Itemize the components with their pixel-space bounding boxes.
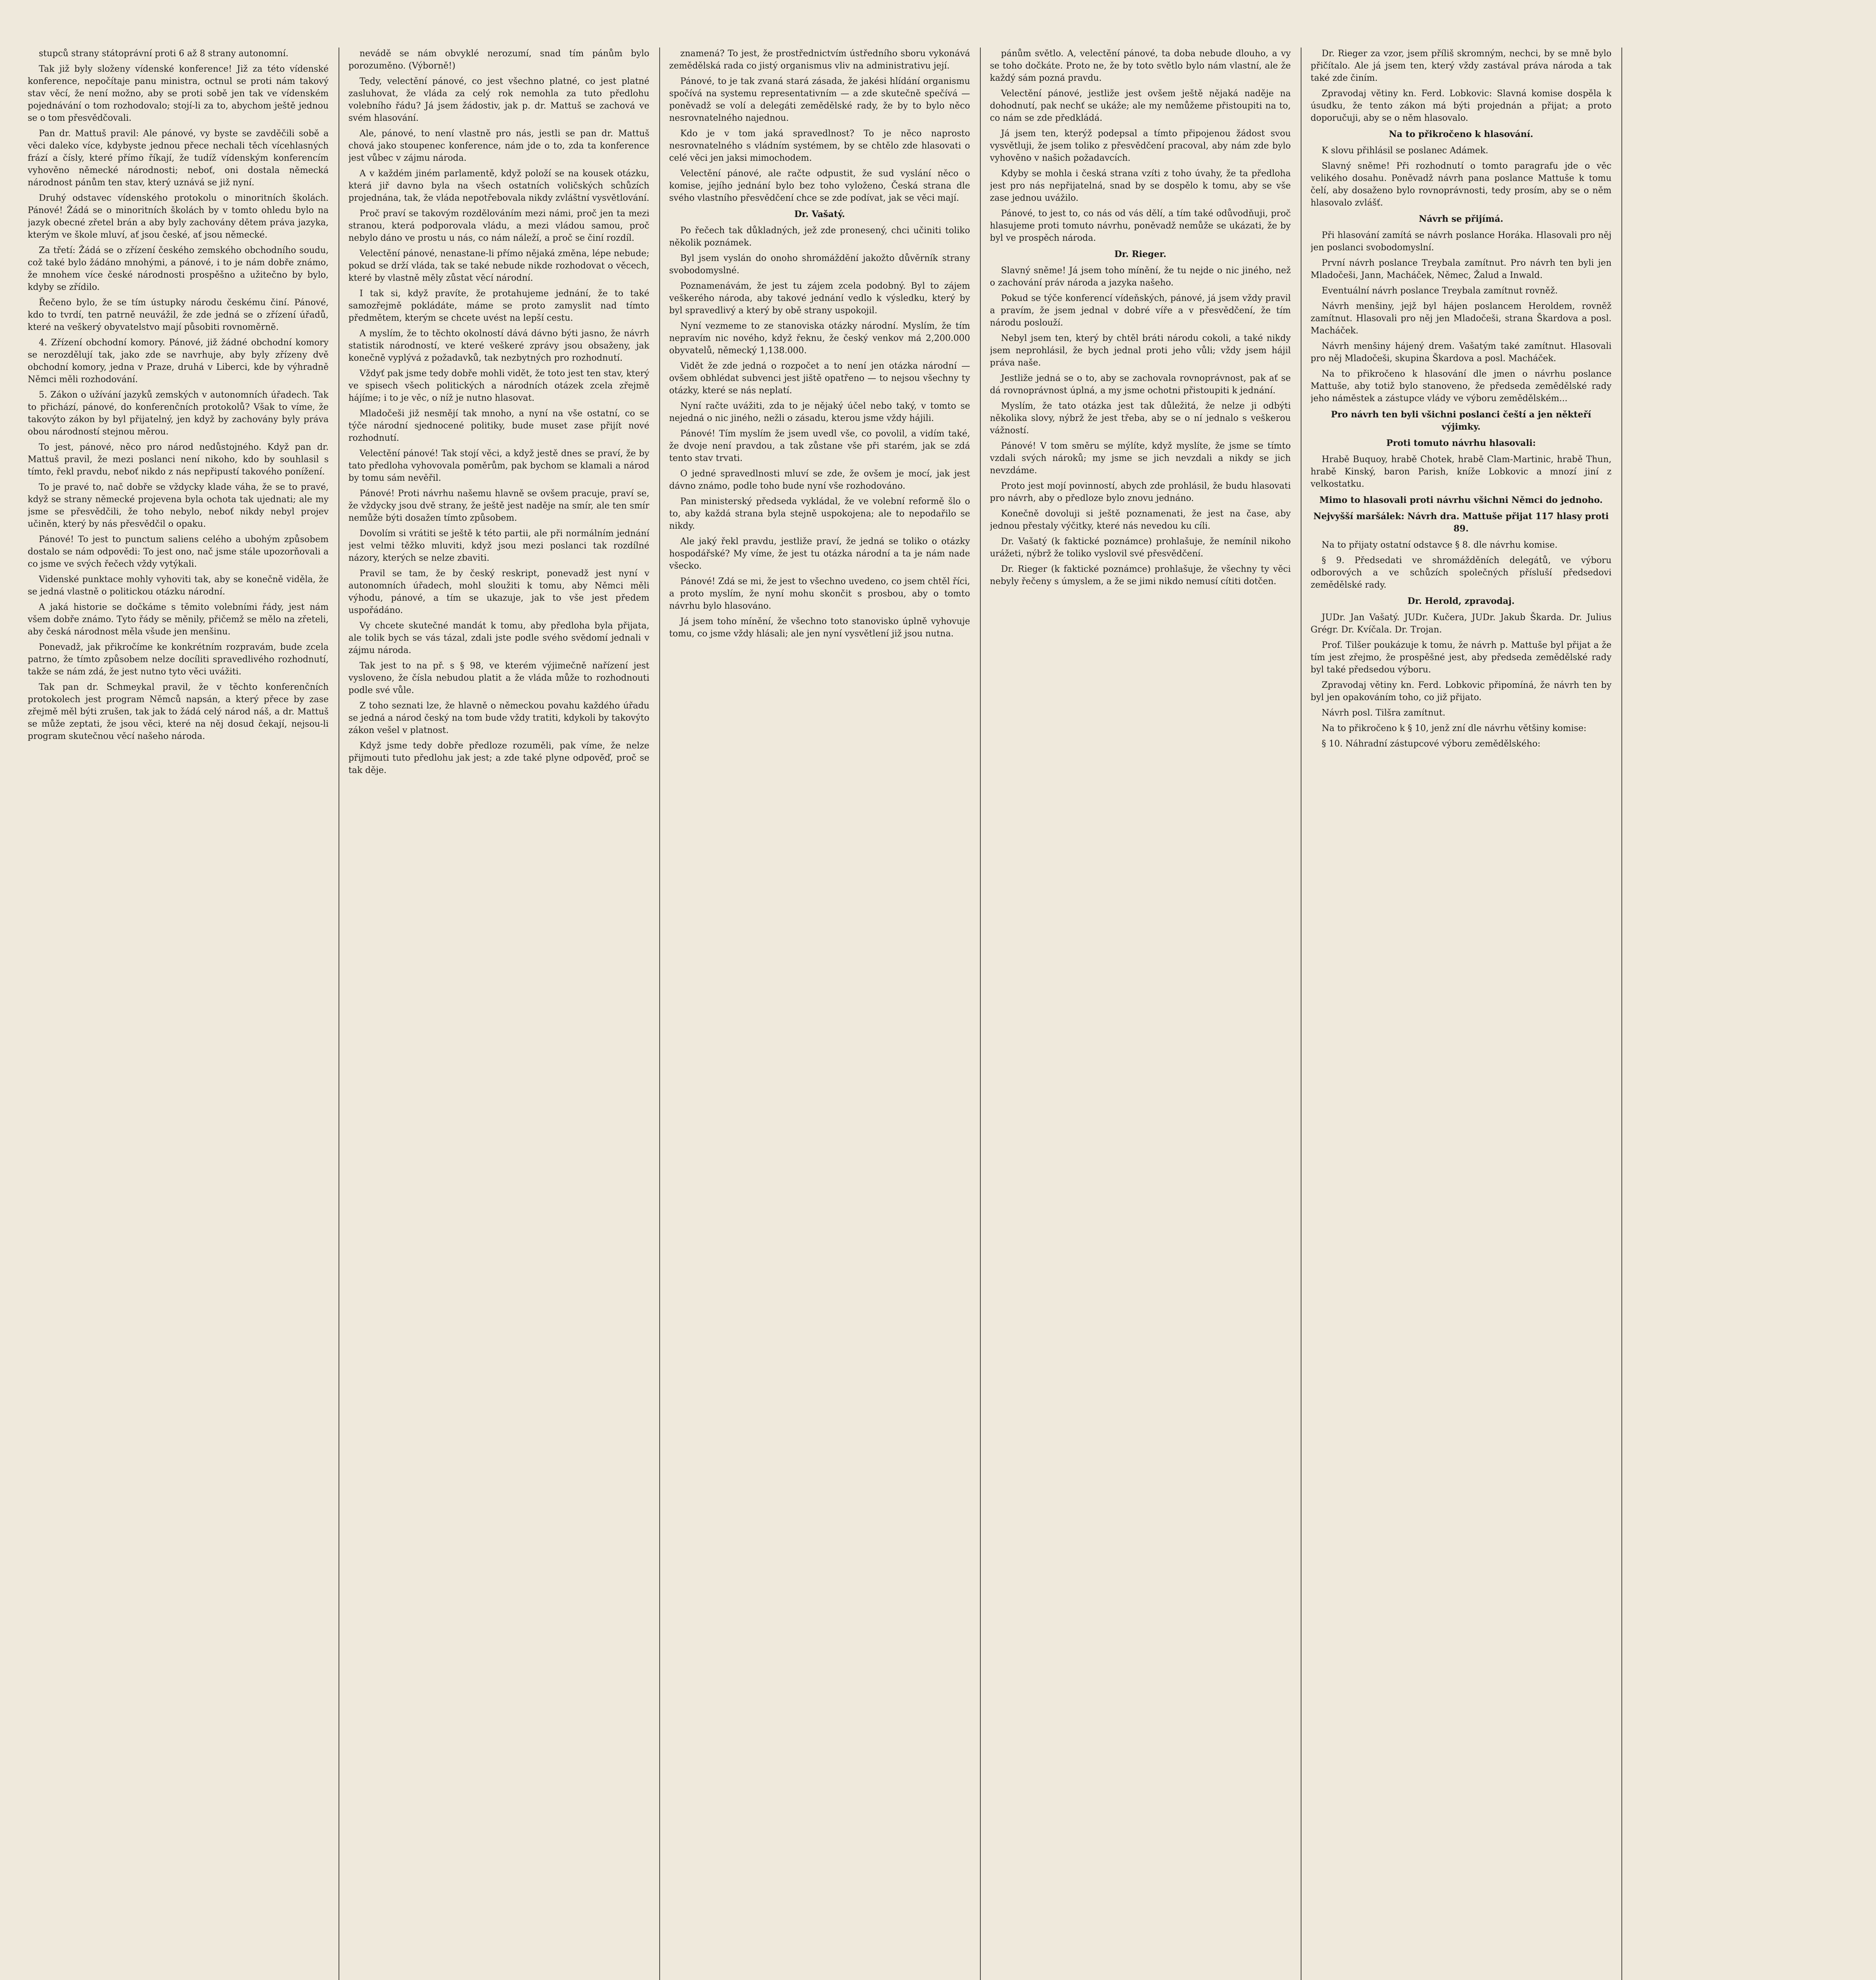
- column-1: [28, 48, 329, 1980]
- paragraph: § 9. Předsedati ve shromážděních delegátů, ve výboru odborových a ve schůzích společných přísluší předsedovi zemědělské rady.: [1311, 556, 1612, 590]
- paragraph: Velectění pánové, nenastane-li přímo nějaká změna, lépe nebude; pokud se drží vláda, tak se také nebude nikde rozhodovat o věcech, které by vlastně měly zůstat věcí národní.: [348, 249, 649, 283]
- paragraph: Řečeno bylo, že se tím ústupky národu českému činí. Pánové, kdo to tvrdí, ten patrně neuvážil, že zde jedná se o zřízení úřadů, které na veškerý obyvatelstvo mají působiti rovnoměrně.: [28, 298, 329, 332]
- paragraph: Dr. Rieger za vzor, jsem příliš skromným, nechci, by se mně bylo přičítalo. Ale já jsem ten, který vždy zastával práva národa a tak také zde činím.: [1311, 49, 1612, 83]
- paragraph: Slavný sněme! Při rozhodnutí o tomto paragrafu jde o věc velikého dosahu. Poněvadž návrh pana poslance Mattuše k tomu čelí, aby dosaženo bylo rovnoprávnosti, tedy prosím, aby se o něm hlasovalo zvlášť.: [1311, 161, 1612, 208]
- paragraph: Pan dr. Mattuš pravil: Ale pánové, vy byste se zavděčili sobě a věci daleko více, kdybyste jednou přece nechali těch vícehlasných frází a čísly, které přímo říkají, že tudíž vídenským konferencím vyhověno německé národnosti; neboť, oni dostala německá národnost pánům ten stav, který uznává se již nyní.: [28, 129, 329, 188]
- paragraph: Dr. Rieger (k faktické poznámce) prohlašuje, že všechny ty věci nebyly řečeny s úmyslem, a že se jimi nikdo nemusí cítiti dotčen.: [990, 564, 1291, 586]
- heading-line: Pro návrh ten byli všichni poslanci čeští a jen někteří výjimky.: [1331, 409, 1591, 432]
- paragraph: Slavný sněme! Já jsem toho mínění, že tu nejde o nic jiného, než o zachování práv národa a jazyka našeho.: [990, 266, 1291, 288]
- paragraph: 4. Zřízení obchodní komory. Pánové, již žádné obchodní komory se nerozdělují tak, jako zde se navrhuje, aby byly zřízeny dvě obchodní komory, jedna v Praze, druhá v Liberci, kde by výhradně Němci měli rozhodování.: [28, 338, 329, 385]
- paragraph: Pánové! V tom směru se mýlíte, když myslíte, že jsme se tímto vzdali svých nároků; my jsme se jich nevzdali a nikdy se jich nevzdáme.: [990, 441, 1291, 476]
- column-4: [990, 48, 1291, 1980]
- paragraph: Návrh posl. Tilšra zamítnut.: [1322, 708, 1446, 718]
- paragraph: Pánové! Tím myslím že jsem uvedl vše, co povolil, a vidím také, že dvoje není pravdou, a tak zůstane vše při starém, jak se zdá tento stav trvati.: [669, 429, 970, 463]
- paragraph: Pokud se týče konferencí vídeňských, pánové, já jsem vždy pravil a pravím, že jsem jednal v dobré víře a v přesvědčení, že tím národu poslouží.: [990, 293, 1291, 328]
- paragraph: K slovu přihlásil se poslanec Adámek.: [1322, 146, 1488, 156]
- paragraph: Když jsme tedy dobře předloze rozuměli, pak víme, že nelze přijmouti tuto předlohu jak jest; a zde také plyne odpověď, proč se tak děje.: [348, 741, 649, 775]
- heading-line: Proti tomuto návrhu hlasovali:: [1386, 438, 1536, 448]
- paragraph: Byl jsem vyslán do onoho shromáždění jakožto důvěrník strany svobodomyslné.: [669, 253, 970, 276]
- paragraph: Druhý odstavec vídenského protokolu o minoritních školách. Pánové! Žádá se o minoritních školách by v tomto ohledu bylo na jazyk obecné zřetel brán a aby byly zachovány dětem práva jazyka, kterým ve škole mluví, ať jsou české, ať jsou německé.: [28, 193, 329, 240]
- paragraph: Tak jest to na př. s § 98, ve kterém výjimečně nařízení jest vysloveno, že čísla nebudou platit a že vláda může to rozhodnouti podle své vůle.: [348, 661, 649, 695]
- paragraph: Tak pan dr. Schmeykal pravil, že v těchto konferenčních protokolech jest program Němců napsán, a který přece by zase zřejmě měl býti zrušen, tak jak to žádá celý národ náš, a dr. Mattuš se může zeptati, že jsou věci, které na něj dosud čekají, nejsou-li program skutečnou věcí našeho národa.: [28, 682, 329, 741]
- paragraph: Vidět že zde jedná o rozpočet a to není jen otázka národní — ovšem obhlédat subvenci jest jiště opatřeno — to nejsou všechny ty otázky, které se nás neplatí.: [669, 361, 970, 396]
- paragraph: Kdyby se mohla i česká strana vzíti z toho úvahy, že ta předloha jest pro nás nepřijatelná, snad by se dospělo k tomu, aby se vše zase jednou uvážilo.: [990, 169, 1291, 203]
- paragraph: Velectění pánové, jestliže jest ovšem ještě nějaká naděje na dohodnutí, pak nechť se ukáže; ale my nemůžeme přistoupiti na to, co nám se zde předkládá.: [990, 89, 1291, 123]
- paragraph: Pravil se tam, že by český reskript, ponevadž jest nyní v autonomních úřadech, mohl sloužiti k tomu, aby Němci měli výhodu, pánové, a tím se ukazuje, jak to vše jest předem uspořádáno.: [348, 569, 649, 615]
- paragraph: JUDr. Jan Vašatý. JUDr. Kučera, JUDr. Jakub Škarda. Dr. Julius Grégr. Dr. Kvíčala. Dr. Trojan.: [1311, 613, 1612, 635]
- paragraph: Eventuální návrh poslance Treybala zamítnut rovněž.: [1322, 286, 1558, 296]
- paragraph: Nyní vezmeme to ze stanoviska otázky národní. Myslím, že tím nepravím nic nového, když řeknu, že český venkov má 2,200.000 obyvatelů, německý 1,138.000.: [669, 321, 970, 356]
- column-6: [1631, 48, 1848, 1980]
- column-2: [348, 48, 649, 1980]
- paragraph: A myslím, že to těchto okolností dává dávno býti jasno, že návrh statistik národností, ve které veškeré zprávy jsou obsaženy, jak konečně vyplývá z požadavků, tak nezbytných pro rozhodnutí.: [348, 329, 649, 363]
- paragraph: § 10. Náhradní zástupcové výboru zemědělského:: [1322, 739, 1541, 749]
- column-rule: [980, 48, 981, 1980]
- column-rule: [659, 48, 660, 1980]
- heading-line: Dr. Herold, zpravodaj.: [1407, 596, 1515, 606]
- paragraph: Na to přijaty ostatní odstavce § 8. dle návrhu komise.: [1322, 540, 1558, 550]
- paragraph: Zpravodaj větiny kn. Ferd. Lobkovic připomíná, že návrh ten by byl jen opakováním toho, co již přijato.: [1311, 680, 1612, 703]
- paragraph: A v každém jiném parlamentě, když položí se na kousek otázku, která jiř davno byla na všech ostatních voličských schůzích projednána, tak, že vláda nepotřebovala nikdy zvláštní vysvětlování.: [348, 169, 649, 203]
- column-3: [669, 48, 970, 1980]
- paragraph: znamená? To jest, že prostřednictvím ústředního sboru vykonává zemědělská rada co jistý organismus vliv na administrativu její.: [669, 49, 970, 71]
- paragraph: I tak si, když pravíte, že protahujeme jednání, že to také samozřejmě pokládáte, máme se proto zamyslit nad tímto předmětem, kterým se chcete uvést na lepší cestu.: [348, 289, 649, 323]
- paragraph: První návrh poslance Treybala zamítnut. Pro návrh ten byli jen Mladočeši, Jann, Macháček, Němec, Žalud a Inwald.: [1311, 258, 1612, 280]
- paragraph: Hrabě Buquoy, hrabě Chotek, hrabě Clam-Martinic, hrabě Thun, hrabě Kinský, baron Parish, kníže Lobkovic a mnozí jiní z velkostatku.: [1311, 455, 1612, 489]
- paragraph: Kdo je v tom jaká spravedlnost? To je něco naprosto nesrovnatelného s vládním systémem, by se chtělo zde hlasovati o celé věci jen jaksi mimochodem.: [669, 129, 970, 163]
- paragraph: Vy chcete skutečné mandát k tomu, aby předloha byla přijata, ale tolik bych se vás tázal, zdali jste podle svého svědomí jednali v zájmu národa.: [348, 621, 649, 655]
- paragraph: Z toho seznati lze, že hlavně o německou povahu každého úřadu se jedná a národ český na tom bude vždy tratiti, kdykoli by takovýto zákon vešel v platnost.: [348, 701, 649, 735]
- paragraph: Zpravodaj větiny kn. Ferd. Lobkovic: Slavná komise dospěla k úsudku, že tento zákon má býti projednán a přijat; a proto doporučuji, aby se o něm hlasovalo.: [1311, 89, 1612, 123]
- paragraph: Velectění pánové, ale račte odpustit, že sud vyslání něco o komise, jejího jednání bylo bez toho vyloženo, Česká strana dle svého vlastního přesvědčení chce se zde podívat, jak se věci mají.: [669, 169, 970, 203]
- paragraph: 5. Zákon o užívání jazyků zemských v autonomních úřadech. Tak to přichází, pánové, do konferenčních protokolů? Však to víme, že takovýto zákon by byl přijatelný, jen když by zachovány byly práva obou národností stejnou měrou.: [28, 390, 329, 437]
- paragraph: Pánové, to jest to, co nás od vás dělí, a tím také odůvodňuji, proč hlasujeme proti tomuto návrhu, poněvadž nemůže se ukázati, že by byl ve prospěch národa.: [990, 209, 1291, 243]
- paragraph: Tedy, velectění pánové, co jest všechno platné, co jest platné zasluhovat, že vláda za celý rok nemohla za tuto předlohu volebního řádu? Já jsem žádostiv, jak p. dr. Mattuš se zachová ve svém hlasování.: [348, 76, 649, 123]
- paragraph: Nebyl jsem ten, který by chtěl bráti národu cokoli, a také nikdy jsem neprohlásil, že bych jednal proti jeho vůli; vždy jsem hájil práva naše.: [990, 333, 1291, 368]
- paragraph: Proč praví se takovým rozdělováním mezi námi, proč jen ta mezi stranou, která podporovala vládu, a mezi vládou samou, proč nebylo dáno ve prostu u nás, co nám náleží, a proč se činí rozdíl.: [348, 209, 649, 243]
- paragraph: Pánové, to je tak zvaná stará zásada, že jakési hlídání organismu spočívá na systemu representativním — a zde skutečně spečívá — poněvadž se volí a delegáti zemědělské rady, že by to bylo něco nesrovnatelného najednou.: [669, 76, 970, 123]
- paragraph: Po řečech tak důkladných, jež zde pronesený, chci učiniti toliko několik poznámek.: [669, 226, 970, 248]
- paragraph: Já jsem ten, kterýž podepsal a tímto připojenou žádost svou vysvětluji, že jsem toliko z přesvědčení pracoval, aby nám zde bylo vyhověno v našich požadavcích.: [990, 129, 1291, 163]
- paragraph: Vždyť pak jsme tedy dobře mohli vidět, že toto jest ten stav, který ve spisech všech politických a národních otázek zcela zřejmě hájíme; i to je věc, o níž je nutno hlasovat.: [348, 369, 649, 403]
- heading-line: Návrh se přijímá.: [1419, 214, 1503, 224]
- column-rule: [1621, 48, 1622, 1980]
- paragraph: Dovolím si vrátiti se ještě k této partii, ale při normálním jednání jest velmi těžko mluviti, když jsou mezi poslanci tak rozdílné názory, kterých se nelze zbaviti.: [348, 529, 649, 563]
- paragraph: To je pravé to, nač dobře se vždycky klade váha, že se to pravé, když se strany německé projevena byla ochota tak ujednati; ale my jsme se přesvědčili, že toho nebylo, neboť nikdy nebyl projev učiněn, který by nás přesvědčil o opaku.: [28, 482, 329, 529]
- heading-line: Dr. Vašatý.: [794, 209, 845, 219]
- paragraph: Pánové! To jest to punctum saliens celého a ubohým způsobem dostalo se nám odpovědi: To jest ono, nač jsme stále upozorňovali a co jsme ve svých řečech vždy vytýkali.: [28, 535, 329, 569]
- paragraph: Myslím, že tato otázka jest tak důležitá, že nelze ji odbýti několika slovy, nýbrž že jest třeba, aby se o ní jednalo s veškerou vážností.: [990, 401, 1291, 436]
- paragraph: Pánové! Zdá se mi, že jest to všechno uvedeno, co jsem chtěl říci, a proto myslím, že nyní mohu skončit s prosbou, aby o tomto návrhu bylo hlasováno.: [669, 577, 970, 611]
- heading-line: Mimo to hlasovali proti návrhu všichni Němci do jednoho.: [1319, 495, 1603, 505]
- heading-line: Na to přikročeno k hlasování.: [1389, 129, 1534, 139]
- paragraph: Proto jest mojí povinností, abych zde prohlásil, že budu hlasovati pro návrh, aby o předloze bylo znovu jednáno.: [990, 481, 1291, 503]
- paragraph: stupců strany státoprávní proti 6 až 8 strany autonomní.: [39, 49, 289, 59]
- paragraph: Na to přikročeno k hlasování dle jmen o návrhu poslance Mattuše, aby totiž bylo stanoveno, že předseda zemědělské rady jeho náměstek a zástupce vlády ve výboru zemědělském...: [1311, 369, 1612, 404]
- paragraph: Jestliže jedná se o to, aby se zachovala rovnoprávnost, pak ať se dá rovnoprávnost úplná, a my jsme ochotni přistoupiti k jednání.: [990, 373, 1291, 396]
- paragraph: pánům světlo. A, velectění pánové, ta doba nebude dlouho, a vy se toho dočkáte. Proto ne, že by toto světlo bylo nám vlastní, ale že každý sám pozná pravdu.: [990, 49, 1291, 83]
- paragraph: Ale jaký řekl pravdu, jestliže praví, že jedná se toliko o otázky hospodářské? My víme, že jest tu otázka národní a ta je nám nade všecko.: [669, 537, 970, 571]
- paragraph: Návrh menšiny hájený drem. Vašatým také zamítnut. Hlasovali pro něj Mladočeši, skupina Škardova a posl. Macháček.: [1311, 341, 1612, 364]
- paragraph: Návrh menšiny, jejž byl hájen poslancem Heroldem, rovněž zamítnut. Hlasovali pro něj jen Mladočeši, strana Škardova a posl. Macháček.: [1311, 301, 1612, 336]
- column-5: [1311, 48, 1612, 1980]
- paragraph: Prof. Tilšer poukázuje k tomu, že návrh p. Mattuše byl přijat a že tím jest zřejmo, že prospěšné jest, aby předseda zemědělské rady byl také předsedou výboru.: [1311, 640, 1612, 675]
- paragraph: Já jsem toho mínění, že všechno toto stanovisko úplně vyhovuje tomu, co jsme vždy hlásali; ale jen nyní vysvětlení již jsou nutna.: [669, 617, 970, 639]
- paragraph: O jedné spravedlnosti mluví se zde, že ovšem je mocí, jak jest dávno známo, podle toho bude nyní vše rozhodováno.: [669, 469, 970, 491]
- paragraph: Ponevadž, jak přikročíme ke konkrétním rozpravám, bude zcela patrno, že tímto způsobem nelze docíliti spravedlivého rozhodnutí, takže se nám zdá, že jest nutno tyto věci uvážiti.: [28, 642, 329, 677]
- paragraph: Nyní račte uvážiti, zda to je nějaký účel nebo taký, v tomto se nejedná o nic jiného, nežli o zásadu, kterou jsme vždy hájili.: [669, 401, 970, 423]
- paragraph: Na to přikročeno k § 10, jenž zní dle návrhu většiny komise:: [1322, 723, 1587, 733]
- paragraph: Konečně dovoluji si ještě poznamenati, že jest na čase, aby jednou přestaly výčitky, které nás nevedou ku cíli.: [990, 509, 1291, 531]
- paragraph: Videnské punktace mohly vyhoviti tak, aby se konečně viděla, že se jedná vlastně o politickou otázku národní.: [28, 575, 329, 597]
- paragraph: nevádě se nám obvyklé nerozumí, snad tím pánům bylo porozuměno. (Výborně!): [348, 49, 649, 71]
- paragraph: Tak již byly složeny vídenské konference! Již za této vídenské konference, nepočítaje panu ministra, octnul se proti nám takový stav věcí, že není možno, aby se proti sobě jen tak ve vídenském pojednávání o tom rozhodovalo; stojí-li za to, abychom ještě jednou se o tom přesvědčovali.: [28, 64, 329, 123]
- paragraph: To jest, pánové, něco pro národ nedůstojného. Když pan dr. Mattuš pravil, že mezi poslanci není nikoho, kdo by souhlasil s tímto, řekl pravdu, neboť nikdo z nás nepřipustí takového ponížení.: [28, 442, 329, 477]
- paragraph: Mladočeši již nesmějí tak mnoho, a nyní na vše ostatní, co se týče národní sjednocené politiky, bude muset zase přijít nové rozhodnutí.: [348, 409, 649, 443]
- paragraph: Pánové! Proti návrhu našemu hlavně se ovšem pracuje, praví se, že vždycky jsou dvě strany, že ještě jest naděje na smír, ale ten smír nemůže býti dosažen tímto způsobem.: [348, 489, 649, 523]
- heading-line: Dr. Rieger.: [1114, 249, 1166, 259]
- paragraph: Při hlasování zamítá se návrh poslance Horáka. Hlasovali pro něj jen poslanci svobodomyslní.: [1311, 230, 1612, 253]
- paragraph: Ale, pánové, to není vlastně pro nás, jestli se pan dr. Mattuš chová jako stoupenec konference, nám jde o to, zda ta konference jest vůbec v zájmu národa.: [348, 129, 649, 163]
- paragraph: Za třetí: Žádá se o zřízení českého zemského obchodního soudu, což také bylo žádáno mnohými, a pánové, i to je nám dobře známo, že mnohem více české národnosti prospěšno a užitečno by bylo, kdyby se zřídilo.: [28, 246, 329, 292]
- heading-line: Nejvyšší maršálek: Návrh dra. Mattuše přijat 117 hlasy proti 89.: [1313, 511, 1609, 534]
- paragraph: Dr. Vašatý (k faktické poznámce) prohlašuje, že nemínil nikoho urážeti, nýbrž že toliko vyslovil své přesvědčení.: [990, 537, 1291, 559]
- paragraph: Poznamenávám, že jest tu zájem zcela podobný. Byl to zájem veškerého národa, aby takové jednání vedlo k výsledku, který by byl spravedlivý a který by obě strany uspokojil.: [669, 281, 970, 316]
- paragraph: Pan ministerský předseda vykládal, že ve volební reformě šlo o to, aby každá strana byla stejně uspokojena; ale to nepodařilo se nikdy.: [669, 497, 970, 531]
- paragraph: A jaká historie se dočkáme s těmito volebními řády, jest nám všem dobře známo. Tyto řády se měnily, přičemž se mělo na zřeteli, aby česká národnost měla všude jen menšinu.: [28, 602, 329, 637]
- paragraph: Velectění pánové! Tak stojí věci, a když jestě dnes se praví, že by tato předloha vyhovovala poměrům, pak bychom se klamali a národ by tomu sám nevěřil.: [348, 449, 649, 483]
